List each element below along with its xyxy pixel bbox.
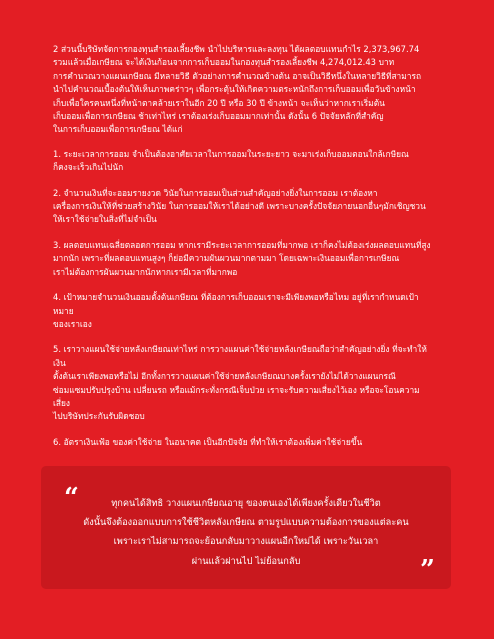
text-line: เก็บเพื่อใครคนหนึ่งที่หน้าตาคล้ายเราในอีก 20 ปี หรือ 30 ปี ข้างหน้า จะเห็นว่าหากเราเริ่มต้น (53, 97, 385, 108)
text-line: 2. จำนวนเงินที่จะออมรายงวด วินัยในการออมเป็นส่วนสำคัญอย่างยิ่งในการออม เราต้องหา (53, 187, 378, 198)
text-line: ก็คงจะเร็วเกินไปนัก (53, 162, 124, 173)
text-line: เราไม่ต้องการผันผวนมากนักหากเรามีเวลาที่มากพอ (53, 266, 238, 277)
text-line: การคำนวณวางแผนเกษียณ มีหลายวิธี ตัวอย่างการคำนวณข้างต้น อาจเป็นวิธีหนึ่งในหลายวิธีที่สามารถ (53, 70, 422, 81)
text-line: ตั้งต้นเราเพียงพอหรือไม่ อีกทั้งการวางแผนค่าใช้จ่ายหลังเกษียณบางครั้งเรายังไม่ได้วางแผนกรณี (53, 371, 396, 382)
text-line: ในการเก็บออมเพื่อการเกษียณ ได้แก่ (53, 124, 183, 135)
text-line: รวมแล้วเมื่อเกษียณ จะได้เงินก้อนจากการเก็บออมในกองทุนสำรองเลี้ยงชีพ 4,274,012.43 บาท (53, 57, 395, 68)
quote-line: เพราะเราไม่สามารถจะย้อนกลับมาวางแผนอีกใหม่ได้ เพราะวันเวลา (113, 536, 379, 548)
text-line: 6. อัตราเงินเฟ้อ ของค่าใช้จ่าย ในอนาคต เป็นอีกปัจจัย ที่ทำให้เราต้องเพิ่มค่าใช้จ่ายขึ้น (53, 436, 363, 447)
article-body (53, 43, 433, 461)
quote-text (75, 494, 417, 571)
text-line: นำไปคำนวณเบื้องต้นให้เห็นภาพคร่าวๆ เพื่อกระตุ้นให้เกิดความตระหนักถึงการเก็บออมเพื่อวันข้างหน้า (53, 84, 416, 95)
quote-box (41, 466, 451, 589)
text-line: 3. ผลตอบแทนเฉลี่ยตลอดการออม หากเรามีระยะเวลาการออมที่มากพอ เราก็คงไม่ต้องเร่งผลตอบแทนที่สูง (53, 239, 431, 250)
text-line: ให้เราใช้จ่ายในสิ่งที่ไม่จำเป็น (53, 214, 157, 225)
text-line: 2 ส่วนนี้บริษัทจัดการกองทุนสำรองเลี้ยงชีพ นำไปบริหารและลงทุน ได้ผลตอบแทนกำไร 2,373,967.74 (53, 44, 420, 54)
text-line: ซ่อมแซมปรับปรุงบ้าน เปลี่ยนรถ หรือแม้กระทั่งกรณีเจ็บป่วย เราจะรับความเสี่ยงไว้เอง หรือจะโอนความเสี่ยง (53, 384, 420, 408)
factor-5-post-retirement-spending (53, 343, 433, 423)
quote-line: ดังนั้นจึงต้องออกแบบการใช้ชีวิตหลังเกษียณ ตามรูปแบบความต้องการของแต่ละคน (83, 517, 409, 529)
factor-3-average-return (53, 239, 433, 279)
text-line: มากนัก เพราะที่ผลตอบแทนสูงๆ ก็ย่อมีความผันผวนมากตามมา โดยเฉพาะเงินออมเพื่อการเกษียณ (53, 253, 400, 264)
factor-4-savings-target (53, 291, 433, 331)
text-line: เก็บออมเพื่อการเกษียณ ช้าเท่าไหร่ เราต้องเร่งเก็บออมมากเท่านั้น ดังนั้น 6 ปัจจัยหลักที่สำคัญ (53, 111, 384, 122)
text-line: เครื่องการเงินให้ที่ช่วยสร้างวินัย ในการออมให้เราได้อย่างดี เพราะบางครั้งปัจจัยภายนอกอื่นๆมักเชิญชวน (53, 201, 426, 212)
text-line: 1. ระยะเวลาการออม จำเป็นต้องอาศัยเวลาในการออมในระยะยาว จะมาเร่งเก็บออมตอนใกล้เกษียณ (53, 148, 409, 159)
text-line: ของเราเอง (53, 318, 92, 329)
text-line: 4. เป้าหมายจำนวนเงินออมตั้งต้นเกษียณ ที่ต้องการเก็บออมเราจะมีเพียงพอหรือไหม อยู่ที่เรากำหนดเป้าหมาย (53, 292, 419, 316)
factor-1-saving-period (53, 148, 433, 175)
open-quote-icon: “ (64, 483, 79, 513)
close-quote-icon: ” (420, 555, 435, 585)
factor-6-inflation (53, 436, 433, 449)
text-line: ไปบริษัทประกันรับผิดชอบ (53, 411, 145, 422)
intro-paragraph (53, 43, 433, 137)
text-line: 5. เราวางแผนใช้จ่ายหลังเกษียณเท่าไหร่ การวางแผนค่าใช้จ่ายหลังเกษียณถือว่าสำคัญอย่างยิ่ง ที่จะทำให้เงิน (53, 344, 427, 368)
quote-line: ทุกคนได้สิทธิ วางแผนเกษียณอายุ ของตนเองได้เพียงครั้งเดียวในชีวิต (111, 498, 381, 509)
quote-line: ผ่านแล้วผ่านไป ไม่ย้อนกลับ (191, 555, 301, 567)
factor-2-installment-amount (53, 187, 433, 227)
